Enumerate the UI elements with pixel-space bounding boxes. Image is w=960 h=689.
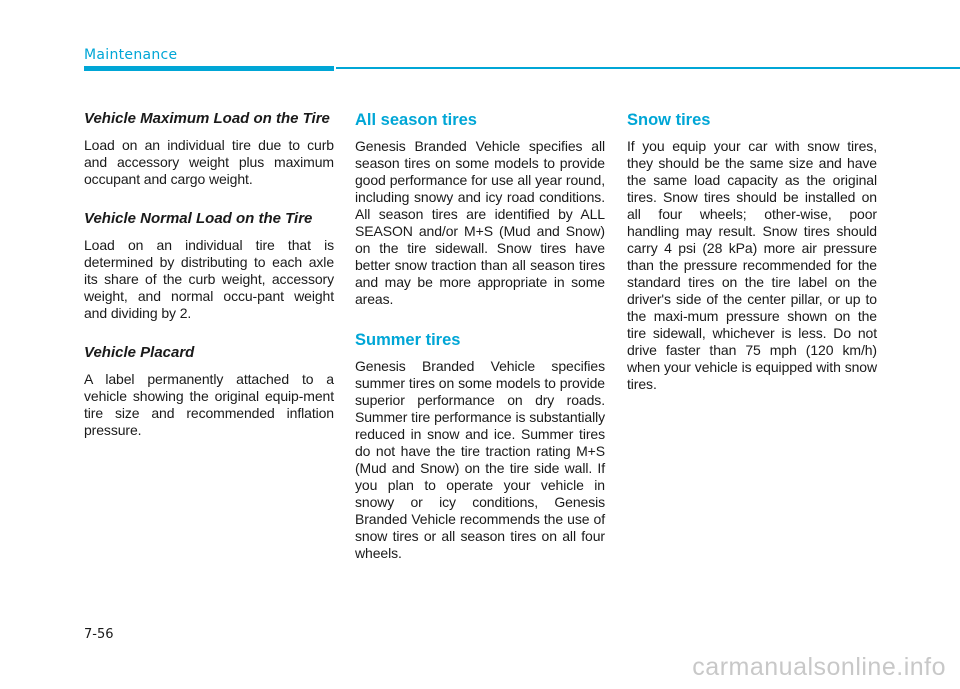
page-number: 7-56 bbox=[84, 627, 114, 642]
paragraph-summer: Genesis Branded Vehicle specifies summer tires on some models to provide superior performance on dry roads. Summer tire performance is substantially reduced in snow and ice. Summer tires do not have the tire traction rating M+S (Mud and Snow) on the tire side wall. If you plan to operate your vehicle in snowy or icy conditions, Genesis Branded Vehicle recommends the use of snow tires or all season tires on all four wheels. bbox=[355, 358, 605, 561]
heading-snow: Snow tires bbox=[627, 111, 711, 129]
header-rule-thin bbox=[336, 67, 960, 69]
heading-normal-load: Vehicle Normal Load on the Tire bbox=[84, 210, 313, 227]
watermark: carmanualsonline.info bbox=[692, 653, 946, 681]
paragraph-max-load: Load on an individual tire due to curb and accessory weight plus maximum occupant and cargo weight. bbox=[84, 137, 334, 187]
column-right bbox=[627, 110, 877, 393]
paragraph-all-season: Genesis Branded Vehicle specifies all season tires on some models to provide good performance for use all year round, including snowy and icy road conditions. All season tires are identified by ALL SEASON and/or M+S (Mud and Snow) on the tire sidewall. Snow tires have better snow traction than all season tires and may be more appropriate in some areas. bbox=[355, 138, 605, 307]
heading-placard: Vehicle Placard bbox=[84, 344, 195, 361]
paragraph-normal-load: Load on an individual tire that is determined by distributing to each axle its share of the curb weight, accessory weight, and normal occu-pant weight and dividing by 2. bbox=[84, 237, 334, 321]
column-middle bbox=[355, 110, 605, 562]
paragraph-placard: A label permanently attached to a vehicle showing the original equip-ment tire size and recommended inflation pressure. bbox=[84, 371, 334, 438]
heading-all-season: All season tires bbox=[355, 111, 477, 129]
heading-max-load: Vehicle Maximum Load on the Tire bbox=[84, 110, 330, 127]
column-left bbox=[84, 110, 334, 439]
header-rule-thick bbox=[84, 66, 334, 71]
heading-summer: Summer tires bbox=[355, 331, 461, 349]
section-label: Maintenance bbox=[84, 47, 178, 63]
paragraph-snow: If you equip your car with snow tires, they should be the same size and have the same load capacity as the original tires. Snow tires should be installed on all four wheels; other-wise, poor handling may result. Snow tires should carry 4 psi (28 kPa) more air pressure than the pressure recommended for the standard tires on the tire label on the driver's side of the center pillar, or up to the maxi-mum pressure shown on the tire sidewall, whichever is less. Do not drive faster than 75 mph (120 km/h) when your vehicle is equipped with snow tires. bbox=[627, 138, 877, 392]
